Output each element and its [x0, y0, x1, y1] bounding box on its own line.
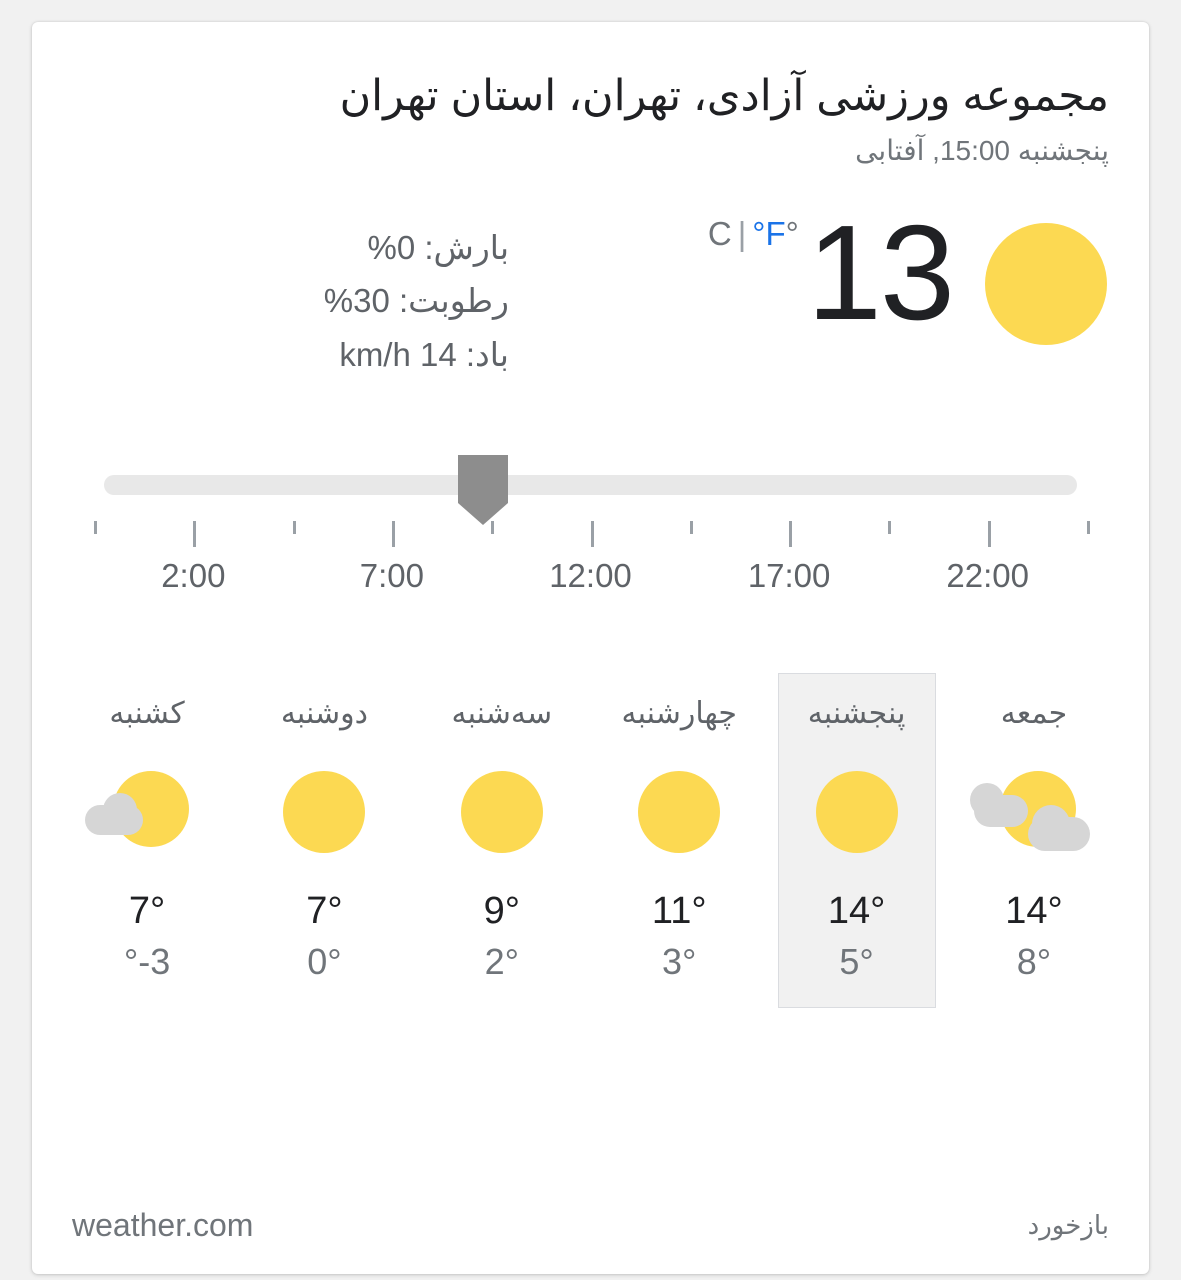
wind-detail: باد: 14 km/h — [339, 335, 509, 373]
forecast-high-temp: 7° — [306, 889, 343, 932]
cloud-shape — [970, 783, 1004, 817]
precipitation-detail: بارش: 0% — [367, 228, 509, 266]
forecast-day[interactable] — [778, 673, 936, 1008]
unit-toggle[interactable] — [708, 215, 799, 253]
attribution-label: weather.com — [72, 1207, 254, 1243]
timeline-hour-label: 12:00 — [549, 556, 632, 594]
timeline-hour-label: 17:00 — [747, 556, 831, 594]
celsius-unit[interactable]: °C — [707, 214, 799, 252]
forecast-high-temp: 9° — [483, 889, 520, 932]
location-title: مجموعه ورزشی آزادی، تهران، استان تهران — [339, 72, 1109, 120]
timeline-hour-label: 2:00 — [161, 556, 226, 594]
feedback-link[interactable]: بازخورد — [1027, 1210, 1109, 1240]
forecast-day-name: چهارشنبه — [621, 696, 737, 730]
current-temperature: 13 — [806, 196, 953, 348]
forecast-icon-container — [956, 752, 1112, 872]
forecast-day[interactable] — [955, 673, 1113, 1008]
timeline-thumb[interactable] — [458, 455, 508, 503]
sun-small-cloud-icon — [87, 769, 207, 855]
timeline-tick-minor — [491, 521, 494, 534]
forecast-low-temp: 3° — [662, 940, 697, 982]
timeline-hour-label: 7:00 — [359, 556, 425, 594]
cloud-shape — [103, 793, 137, 827]
timeline-track[interactable] — [104, 475, 1077, 495]
forecast-high-temp: 11° — [651, 889, 707, 932]
forecast-day[interactable] — [68, 673, 226, 1008]
timeline-tick-minor — [94, 521, 97, 534]
forecast-low-temp: 3-° — [123, 940, 171, 982]
timeline-tick-major — [789, 521, 792, 547]
current-conditions — [32, 196, 1149, 411]
condition-details — [324, 221, 509, 381]
timeline-tick-minor — [690, 521, 693, 534]
weather-card — [32, 22, 1149, 1274]
card-header — [32, 22, 1149, 167]
forecast-low-temp: 8° — [1016, 940, 1052, 982]
sun-icon — [461, 771, 543, 853]
timeline-ticks — [94, 521, 1087, 551]
sun-icon — [985, 223, 1107, 345]
forecast-day-name: جمعه — [1000, 696, 1068, 730]
forecast-day[interactable] — [245, 673, 403, 1008]
hourly-timeline[interactable] — [32, 447, 1149, 647]
timeline-tick-major — [988, 521, 991, 547]
timeline-tick-minor — [1087, 521, 1090, 534]
temperature-block — [707, 196, 953, 348]
forecast-day[interactable] — [423, 673, 581, 1008]
forecast-low-temp: 5° — [839, 940, 874, 982]
forecast-high-temp: 14° — [827, 889, 886, 932]
timeline-tick-major — [591, 521, 594, 547]
forecast-icon-container — [246, 752, 402, 872]
timeline-tick-major — [193, 521, 196, 547]
timeline-hour-labels — [94, 557, 1087, 601]
forecast-high-temp: 7° — [128, 889, 166, 932]
timeline-hour-label: 22:00 — [946, 556, 1029, 594]
daily-forecast — [32, 673, 1149, 1008]
timeline-tick-major — [392, 521, 395, 547]
forecast-icon-container — [424, 752, 580, 872]
sun-icon — [816, 771, 898, 853]
sun-cloud-icon — [974, 769, 1094, 855]
forecast-day-name: کشنبه — [109, 696, 185, 730]
timeline-tick-minor — [888, 521, 891, 534]
sun-icon — [283, 771, 365, 853]
forecast-low-temp: 2° — [484, 940, 520, 982]
forecast-high-temp: 14° — [1005, 889, 1063, 932]
day-time-condition: پنجشنبه 15:00, آفتابی — [855, 134, 1109, 166]
sun-icon — [638, 771, 720, 853]
humidity-detail: رطوبت: 30% — [323, 282, 509, 320]
card-footer — [32, 1207, 1149, 1244]
timeline-tick-minor — [293, 521, 296, 534]
fahrenheit-unit[interactable]: °F — [752, 214, 786, 252]
cloud-shape — [1032, 805, 1070, 843]
forecast-icon-container — [779, 752, 935, 872]
forecast-icon-container — [69, 752, 225, 872]
forecast-day-name: دوشنبه — [280, 696, 369, 730]
unit-separator: | — [737, 214, 747, 252]
forecast-day-name: سه‌شنبه — [451, 696, 553, 730]
forecast-day-name: پنجشنبه — [807, 696, 906, 730]
forecast-day[interactable] — [600, 673, 758, 1008]
forecast-icon-container — [601, 752, 757, 872]
forecast-low-temp: 0° — [307, 940, 342, 982]
